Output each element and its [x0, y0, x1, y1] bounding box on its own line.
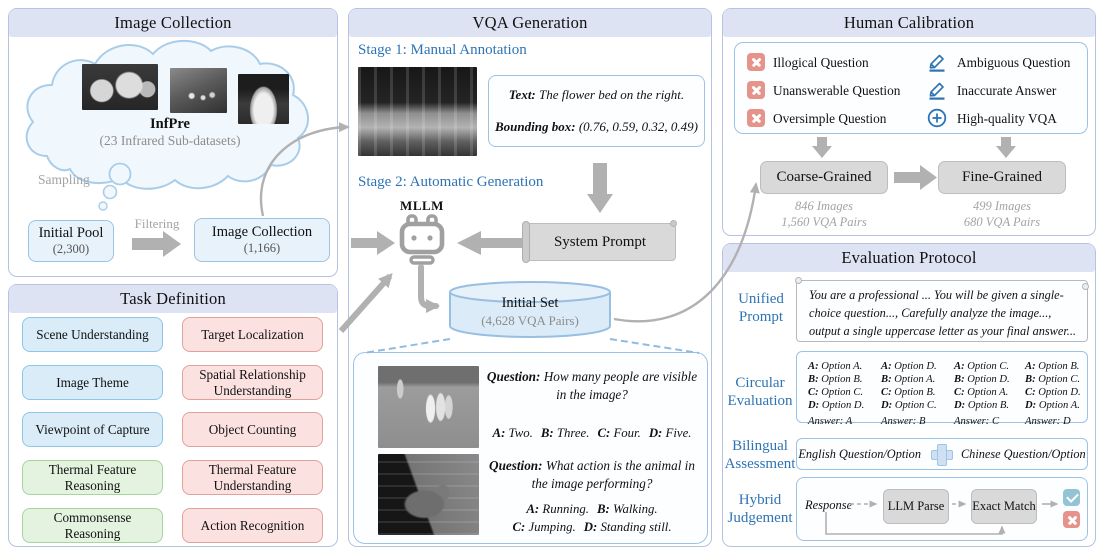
cross-icon	[1063, 511, 1080, 528]
add-circle-icon	[927, 108, 947, 128]
annotation-bbox-label: Bounding box:	[495, 119, 576, 134]
opt-val: Standing still.	[600, 519, 672, 534]
reject-x-icon	[747, 81, 765, 99]
circular-evaluation-box	[796, 351, 1088, 428]
annotation-box	[488, 75, 705, 147]
opt-val: Walking.	[612, 501, 658, 516]
circular-column-1: A: Option A. B: Option B. C: Option C. D: Option D. Answer: A	[808, 361, 865, 428]
annotation-text-value: The flower bed on the right.	[539, 87, 685, 102]
opt-val: Two.	[508, 425, 533, 440]
chinese-option-label: Chinese Question/Option	[960, 446, 1086, 461]
example-1-question-label: Question:	[486, 369, 541, 384]
vqa-generation-header	[349, 9, 711, 37]
image-collection-node	[194, 218, 330, 262]
inaccurate-answer-label: Inaccurate Answer	[957, 83, 1057, 98]
initial-pool-count: (2,300)	[52, 242, 90, 257]
high-quality-vqa-label: High-quality VQA	[957, 111, 1057, 126]
dataset-name: InfPre	[149, 116, 190, 132]
filtering-label: Filtering	[134, 216, 180, 231]
english-option-label: English Question/Option	[798, 446, 921, 461]
image-collection-header	[9, 9, 337, 37]
initial-pool-node	[28, 220, 114, 262]
scroll-curl-icon	[795, 277, 802, 284]
initial-set-count: (4,628 VQA Pairs)	[481, 313, 579, 328]
example-2-question-text: What action is the animal in the image performing?	[531, 458, 695, 491]
annotation-bbox-value: (0.76, 0.59, 0.32, 0.49)	[578, 119, 698, 134]
opt-val: Five.	[665, 425, 692, 440]
hybrid-judgement-box	[796, 477, 1088, 541]
unified-prompt-label: Unified Prompt	[738, 291, 784, 325]
task-action-recognition: Action Recognition	[182, 508, 323, 543]
fine-images-count: 499 Images	[973, 199, 1031, 213]
infrared-thumbnail-cattle	[82, 64, 158, 110]
opt-val: Jumping.	[528, 519, 576, 534]
dataset-detail: (23 Infrared Sub-datasets)	[99, 133, 241, 148]
coarse-grained-node: Coarse-Grained	[760, 161, 888, 194]
example-2-question-label: Question:	[489, 458, 543, 473]
hybrid-judgement-label: Hybrid Judgement	[727, 492, 793, 526]
fine-grained-node: Fine-Grained	[938, 161, 1066, 194]
thought-bubble-medium	[104, 186, 117, 199]
opt-key: A:	[526, 501, 540, 516]
task-commonsense-reasoning: Commonsense Reasoning	[22, 508, 163, 543]
reject-x-icon	[747, 53, 765, 71]
scroll-curl-icon	[1082, 283, 1089, 290]
calibration-criteria-box	[734, 42, 1088, 134]
unified-prompt-text: You are a professional ... You will be given a single-choice question..., Carefully analyze the image..., output a single uppercase letter as your final answer...	[809, 288, 1076, 338]
check-icon	[1063, 489, 1080, 506]
response-label: Response	[805, 498, 853, 512]
opt-key: C:	[597, 425, 611, 440]
coarse-grained-stats	[760, 199, 888, 230]
opt-val: Four.	[613, 425, 641, 440]
bilingual-assessment-box	[796, 438, 1088, 470]
exact-match-node: Exact Match	[971, 489, 1037, 524]
opt-key: A:	[492, 425, 506, 440]
task-object-counting: Object Counting	[182, 412, 323, 447]
plus-icon	[930, 443, 952, 465]
reject-x-icon	[747, 109, 765, 127]
opt-val: Running.	[542, 501, 589, 516]
vqa-generation-title: VQA Generation	[472, 13, 588, 32]
system-prompt-node	[524, 223, 676, 261]
infrared-image-stage1	[358, 67, 477, 156]
fine-pairs-count: 680 VQA Pairs	[963, 214, 1041, 229]
circular-evaluation-label: Circular Evaluation	[727, 375, 793, 409]
vqa-examples-box	[353, 352, 708, 544]
opt-key: B:	[596, 501, 610, 516]
image-collection-node-count: (1,166)	[243, 241, 281, 256]
evaluation-protocol-title: Evaluation Protocol	[841, 248, 977, 267]
edit-pencil-icon	[927, 79, 947, 100]
circular-column-3: A: Option C. B: Option D. C: Option A. D: Option B. Answer: C	[954, 361, 1010, 428]
thought-bubble-small	[99, 202, 107, 210]
image-collection-node-title: Image Collection	[211, 224, 313, 241]
unanswerable-question-label: Unanswerable Question	[773, 83, 901, 98]
infrared-thumbnail-street	[170, 68, 227, 113]
example-1	[486, 368, 698, 442]
evaluation-protocol-header	[723, 244, 1095, 272]
human-calibration-header	[723, 9, 1095, 37]
stage2-label: Stage 2: Automatic Generation	[358, 174, 544, 190]
initial-set-title: Initial Set	[501, 295, 559, 311]
circular-column-2: A: Option D. B: Option A. C: Option B. D: Option C. Answer: B	[881, 361, 937, 428]
human-calibration-title: Human Calibration	[843, 13, 975, 32]
stage1-label: Stage 1: Manual Annotation	[358, 42, 527, 58]
image-collection-title: Image Collection	[114, 13, 232, 32]
edit-pencil-icon	[927, 51, 947, 72]
scroll-curl-icon	[670, 220, 677, 227]
task-image-theme: Image Theme	[22, 365, 163, 400]
task-spatial-relationship: Spatial Relationship Understanding	[182, 365, 323, 400]
opt-key: D:	[648, 425, 663, 440]
unified-prompt-scroll	[796, 280, 1088, 342]
opt-key: C:	[512, 519, 526, 534]
example-2	[486, 457, 698, 536]
opt-key: D:	[583, 519, 598, 534]
opt-val: Three.	[556, 425, 590, 440]
infrared-image-people	[378, 366, 479, 448]
example-1-question-text: How many people are visible in the image?	[543, 369, 698, 402]
thought-bubble-large	[110, 164, 131, 185]
task-definition-title: Task Definition	[120, 289, 226, 308]
task-thermal-feature-understanding: Thermal Feature Understanding	[182, 460, 323, 495]
task-target-localization: Target Localization	[182, 317, 323, 352]
fine-grained-stats	[938, 199, 1066, 230]
initial-pool-title: Initial Pool	[38, 225, 104, 242]
illogical-question-label: Illogical Question	[773, 55, 869, 70]
task-definition-header	[9, 285, 337, 313]
coarse-images-count: 846 Images	[795, 199, 853, 213]
coarse-pairs-count: 1,560 VQA Pairs	[781, 214, 867, 229]
mllm-robot-icon	[397, 213, 447, 267]
task-thermal-feature-reasoning: Thermal Feature Reasoning	[22, 460, 163, 495]
ambiguous-question-label: Ambiguous Question	[957, 55, 1071, 70]
mllm-label: MLLM	[400, 198, 444, 213]
llm-parse-node: LLM Parse	[883, 489, 949, 524]
opt-key: B:	[540, 425, 554, 440]
annotation-text-label: Text:	[508, 87, 536, 102]
sampling-label: Sampling	[38, 172, 90, 187]
system-prompt-label: System Prompt	[553, 233, 647, 250]
task-scene-understanding: Scene Understanding	[22, 317, 163, 352]
infrared-image-dog	[378, 454, 479, 535]
bilingual-assessment-label: Bilingual Assessment	[724, 438, 796, 472]
oversimple-question-label: Oversimple Question	[773, 111, 887, 126]
circular-column-4: A: Option B. B: Option C. C: Option D. D: Option A. Answer: D	[1025, 361, 1081, 428]
scroll-roll-icon	[522, 221, 530, 263]
task-viewpoint-of-capture: Viewpoint of Capture	[22, 412, 163, 447]
